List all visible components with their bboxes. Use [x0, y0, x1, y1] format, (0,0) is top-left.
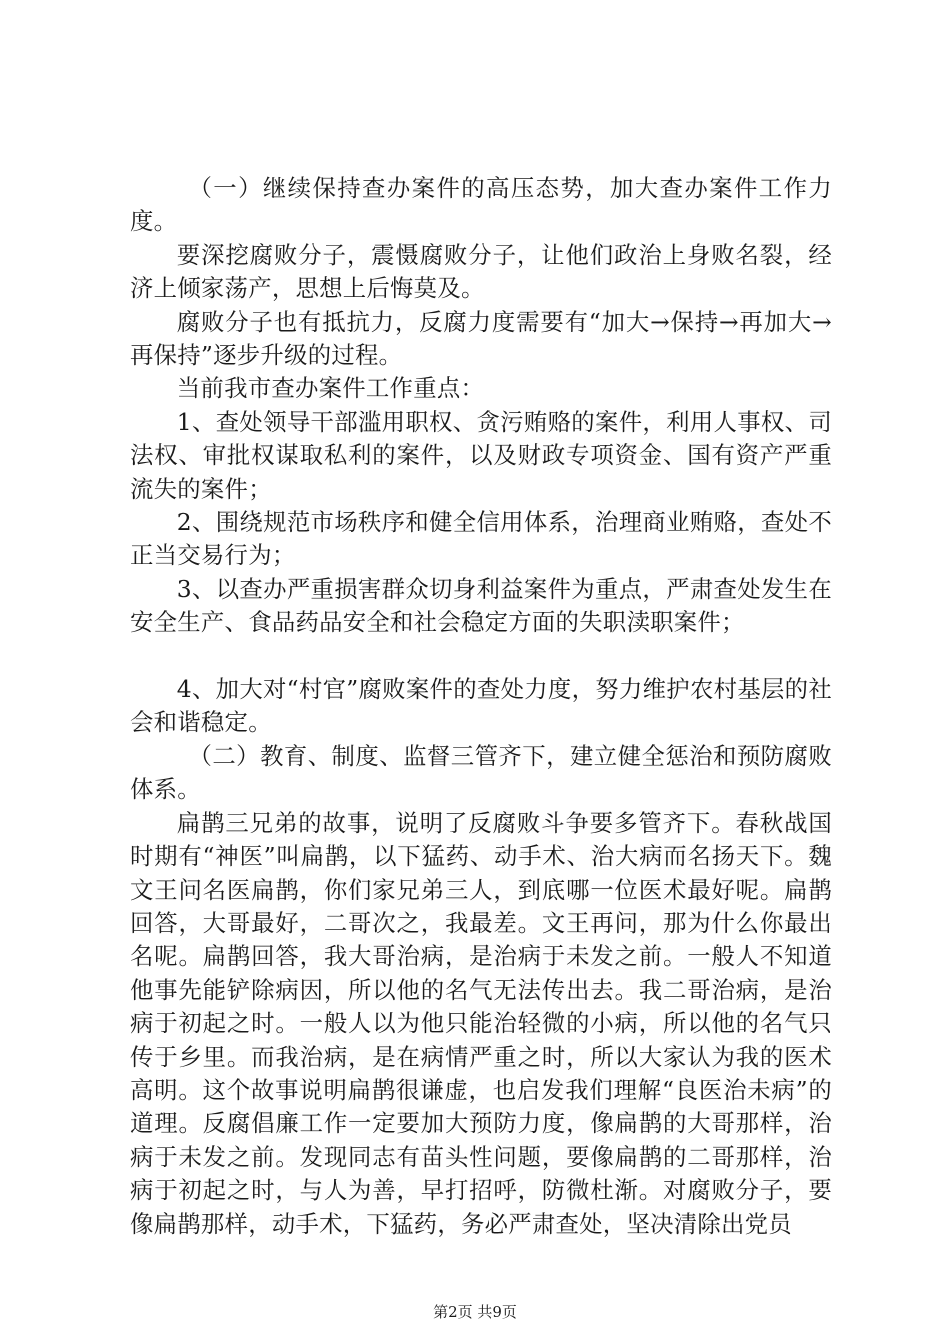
- section-heading-two: （二）教育、制度、监督三管齐下，建立健全惩治和预防腐败体系。: [130, 741, 832, 804]
- body-paragraph: 腐败分子也有抵抗力，反腐力度需要有“加大→保持→再加大→再保持”逐步升级的过程。: [130, 307, 832, 370]
- story-paragraph: 扁鹊三兄弟的故事，说明了反腐败斗争要多管齐下。春秋战国时期有“神医”叫扁鹊，以下猛药、动手术、治大病而名扬天下。魏文王问名医扁鹊，你们家兄弟三人，到底哪一位医术最好呢。扁鹊回答，大哥最好，二哥次之，我最差。文王再问，那为什么你最出名呢。扁鹊回答，我大哥治病，是治病于未发之前。一般人不知道他事先能铲除病因，所以他的名气无法传出去。我二哥治病，是治病于初起之时。一般人以为他只能治轻微的小病，所以他的名气只传于乡里。而我治病，是在病情严重之时，所以大家认为我的医术高明。这个故事说明扁鹊很谦虚，也启发我们理解“良医治未病”的道理。反腐倡廉工作一定要加大预防力度，像扁鹊的大哥那样，治病于未发之前。发现同志有苗头性问题，要像扁鹊的二哥那样，治病于初起之时，与人为善，早打招呼，防微杜渐。对腐败分子，要像扁鹊那样，动手术，下猛药，务必严肃查处，坚决清除出党员: [130, 808, 832, 1238]
- page-number-footer: 第2页 共9页: [433, 1303, 517, 1321]
- document-body: [130, 172, 832, 1241]
- body-paragraph: 当前我市查办案件工作重点：: [176, 374, 485, 403]
- list-item-3: 3、以查办严重损害群众切身利益案件为重点，严肃查处发生在安全生产、食品药品安全和社会稳定方面的失职渎职案件；: [130, 574, 832, 637]
- list-item-1: 1、查处领导干部滥用职权、贪污贿赂的案件，利用人事权、司法权、审批权谋取私利的案件，以及财政专项资金、国有资产严重流失的案件；: [130, 407, 832, 503]
- list-item-4: 4、加大对“村官”腐败案件的查处力度，努力维护农村基层的社会和谐稳定。: [130, 675, 832, 737]
- body-paragraph: 要深挖腐败分子，震慑腐败分子，让他们政治上身败名裂，经济上倾家荡产，思想上后悔莫及。: [130, 240, 832, 303]
- list-item-2: 2、围绕规范市场秩序和健全信用体系，治理商业贿赂，查处不正当交易行为；: [130, 508, 832, 570]
- section-heading-one: （一）继续保持查办案件的高压态势，加大查办案件工作力度。: [130, 174, 832, 236]
